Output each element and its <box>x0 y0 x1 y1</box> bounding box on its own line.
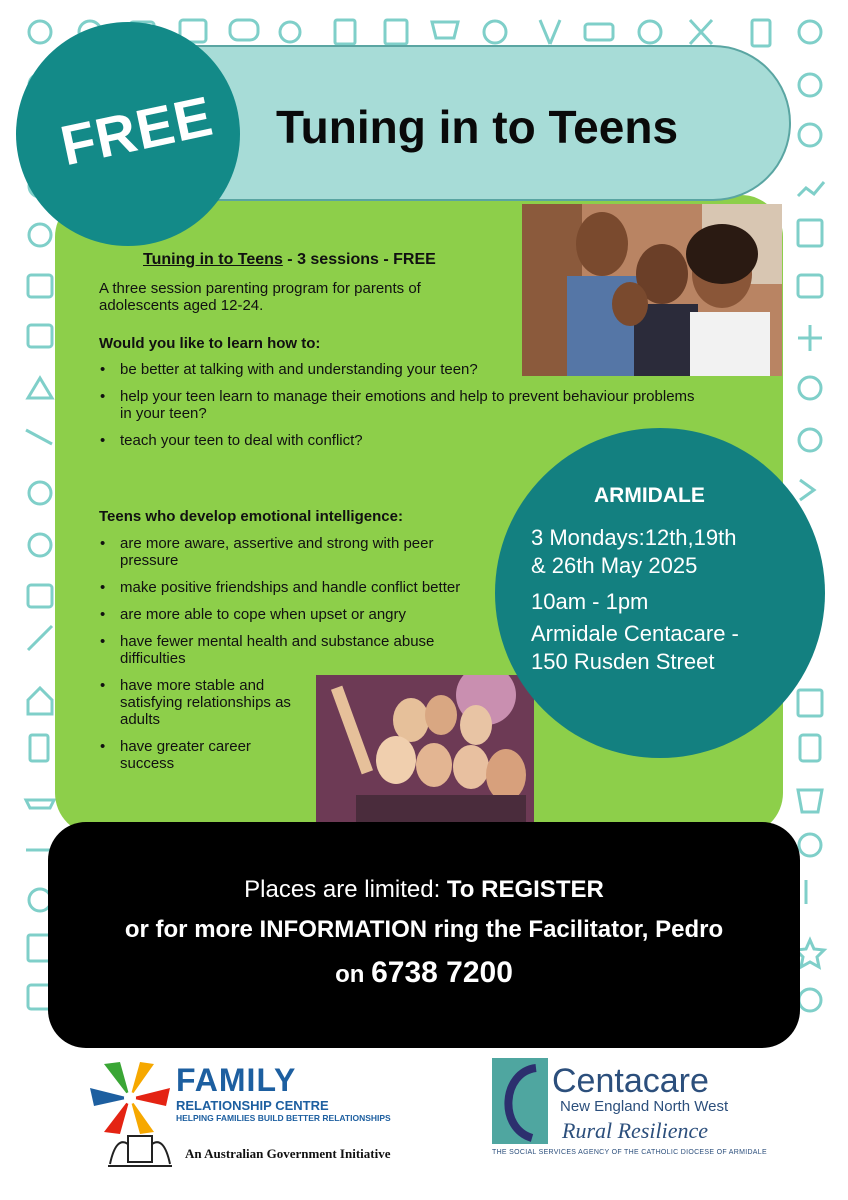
program-name-rest: - 3 sessions - FREE <box>282 251 436 268</box>
program-intro: A three session parenting program for parents of adolescents aged 12-24. <box>99 280 421 314</box>
event-dates-line1: 3 Mondays:12th,19th <box>531 525 737 550</box>
page-title: Tuning in to Teens <box>276 101 679 153</box>
frc-subname: RELATIONSHIP CENTRE <box>176 1098 329 1113</box>
frc-name: FAMILY <box>176 1062 297 1098</box>
register-line1 <box>48 876 800 904</box>
benefits-heading: Teens who develop emotional intelligence: <box>99 508 403 525</box>
learn-question: Would you like to learn how to: <box>99 335 321 352</box>
teens-photo-icon <box>316 675 534 822</box>
centacare-logo-icon <box>492 1058 548 1144</box>
list-item: • are more able to cope when upset or angry <box>100 606 500 623</box>
gov-initiative: An Australian Government Initiative <box>185 1146 391 1161</box>
program-name-link: Tuning in to Teens <box>143 251 283 268</box>
coat-of-arms-icon <box>104 1128 176 1172</box>
list-item: • have fewer mental health and substance abuse difficulties <box>100 633 480 667</box>
list-item: • have greater career success <box>100 738 300 772</box>
event-venue-line2: 150 Rusden Street <box>531 649 715 674</box>
list-item: • be better at talking with and understanding your teen? <box>100 361 480 378</box>
centacare-agency: THE SOCIAL SERVICES AGENCY OF THE CATHOLIC DIOCESE OF ARMIDALE <box>492 1149 767 1156</box>
family-photo <box>522 204 782 376</box>
program-subheading <box>143 251 436 268</box>
event-time: 10am - 1pm <box>531 589 649 614</box>
list-item: • are more aware, assertive and strong with peer pressure <box>100 535 440 569</box>
register-line3 <box>48 956 800 990</box>
event-dates-line2: & 26th May 2025 <box>531 553 698 578</box>
list-item: • teach your teen to deal with conflict? <box>100 432 720 449</box>
free-badge-label: FREE <box>55 83 219 178</box>
list-item: • make positive friendships and handle conflict better <box>100 579 470 596</box>
register-line1-a: Places are limited: <box>244 876 447 903</box>
family-photo-icon <box>522 204 782 376</box>
frc-tagline: HELPING FAMILIES BUILD BETTER RELATIONSHIPS <box>176 1113 391 1123</box>
register-line1-b: To REGISTER <box>446 876 604 903</box>
centacare-program: Rural Resilience <box>562 1118 709 1143</box>
teens-selfie-photo <box>316 675 534 822</box>
register-line3-a: on <box>335 961 372 988</box>
register-line2: or for more INFORMATION ring the Facilitator, Pedro <box>124 916 724 943</box>
phone-number: 6738 7200 <box>371 956 513 989</box>
list-item: • have more stable and satisfying relationships as adults <box>100 677 300 728</box>
event-location: ARMIDALE <box>594 484 705 507</box>
centacare-region: New England North West <box>560 1098 729 1115</box>
centacare-name: Centacare <box>552 1062 709 1100</box>
frc-logo-icon <box>84 1058 176 1138</box>
list-item: • help your teen learn to manage their emotions and help to prevent behaviour problems in your teen? <box>100 388 710 422</box>
event-venue-line1: Armidale Centacare - <box>531 621 739 646</box>
